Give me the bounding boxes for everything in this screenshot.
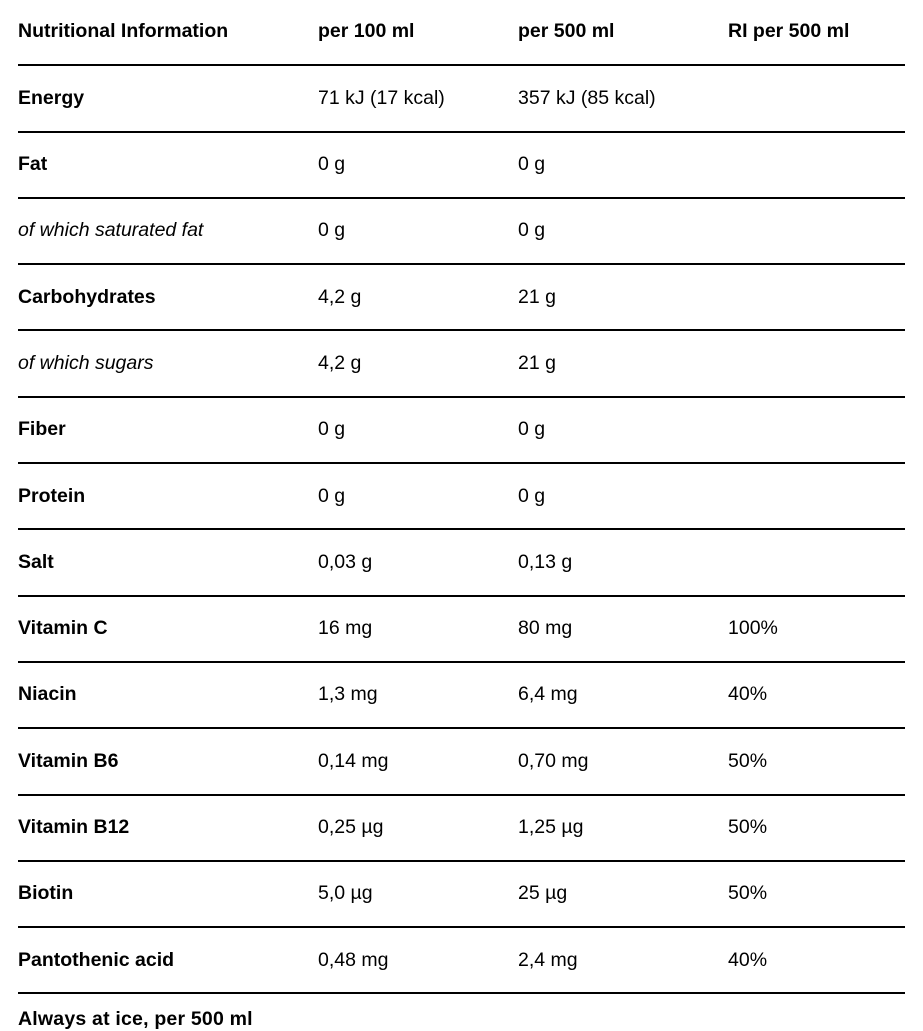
row-label: Fat xyxy=(18,132,318,198)
nutrition-table xyxy=(18,0,905,994)
row-value-per-100ml: 0 g xyxy=(318,198,518,264)
table-row xyxy=(18,198,905,264)
row-value-per-100ml: 4,2 g xyxy=(318,264,518,330)
row-value-per-100ml: 0,25 µg xyxy=(318,795,518,861)
row-value-per-100ml: 0,48 mg xyxy=(318,927,518,993)
row-label: Pantothenic acid xyxy=(18,927,318,993)
row-value-ri xyxy=(728,529,905,595)
row-label: of which sugars xyxy=(18,330,318,396)
row-value-per-500ml: 21 g xyxy=(518,330,728,396)
footer-note: Always at ice, per 500 ml xyxy=(18,1008,253,1031)
row-value-per-500ml: 21 g xyxy=(518,264,728,330)
row-value-per-100ml: 0 g xyxy=(318,463,518,529)
row-label: Vitamin B12 xyxy=(18,795,318,861)
table-row xyxy=(18,927,905,993)
table-row xyxy=(18,662,905,728)
row-value-per-500ml: 1,25 µg xyxy=(518,795,728,861)
row-value-per-100ml: 0,14 mg xyxy=(318,728,518,794)
row-value-per-500ml: 0 g xyxy=(518,463,728,529)
row-value-ri xyxy=(728,330,905,396)
column-header-ri-per-500ml: RI per 500 ml xyxy=(728,0,905,65)
row-value-per-500ml: 0,70 mg xyxy=(518,728,728,794)
row-value-ri xyxy=(728,65,905,131)
row-label: Carbohydrates xyxy=(18,264,318,330)
row-label: Niacin xyxy=(18,662,318,728)
table-row xyxy=(18,132,905,198)
row-value-per-500ml: 357 kJ (85 kcal) xyxy=(518,65,728,131)
row-value-per-500ml: 6,4 mg xyxy=(518,662,728,728)
table-body xyxy=(18,65,905,993)
row-label: Fiber xyxy=(18,397,318,463)
table-header xyxy=(18,0,905,65)
row-label: Protein xyxy=(18,463,318,529)
row-label: Vitamin C xyxy=(18,596,318,662)
table-row xyxy=(18,529,905,595)
table-row xyxy=(18,728,905,794)
row-value-per-500ml: 0 g xyxy=(518,397,728,463)
column-header-per-100ml: per 100 ml xyxy=(318,0,518,65)
row-value-per-100ml: 0 g xyxy=(318,132,518,198)
row-value-per-100ml: 71 kJ (17 kcal) xyxy=(318,65,518,131)
row-value-per-500ml: 80 mg xyxy=(518,596,728,662)
table-row xyxy=(18,330,905,396)
row-value-per-100ml: 1,3 mg xyxy=(318,662,518,728)
table-row xyxy=(18,65,905,131)
row-value-ri xyxy=(728,198,905,264)
table-row xyxy=(18,463,905,529)
column-header-per-500ml: per 500 ml xyxy=(518,0,728,65)
row-value-ri: 50% xyxy=(728,795,905,861)
table-row xyxy=(18,861,905,927)
row-value-ri: 50% xyxy=(728,728,905,794)
row-value-ri xyxy=(728,264,905,330)
column-header-nutrient: Nutritional Information xyxy=(18,0,318,65)
row-label: Vitamin B6 xyxy=(18,728,318,794)
row-value-ri: 50% xyxy=(728,861,905,927)
row-value-ri: 100% xyxy=(728,596,905,662)
row-value-per-500ml: 0 g xyxy=(518,132,728,198)
row-value-ri xyxy=(728,397,905,463)
table-header-row xyxy=(18,0,905,65)
row-value-per-100ml: 0 g xyxy=(318,397,518,463)
row-value-per-500ml: 0 g xyxy=(518,198,728,264)
table-row xyxy=(18,264,905,330)
row-value-ri xyxy=(728,463,905,529)
row-label: Salt xyxy=(18,529,318,595)
row-value-ri xyxy=(728,132,905,198)
table-row xyxy=(18,397,905,463)
row-label: Energy xyxy=(18,65,318,131)
row-value-per-500ml: 25 µg xyxy=(518,861,728,927)
table-row xyxy=(18,795,905,861)
row-value-per-100ml: 16 mg xyxy=(318,596,518,662)
row-value-per-500ml: 2,4 mg xyxy=(518,927,728,993)
row-value-ri: 40% xyxy=(728,662,905,728)
row-value-per-100ml: 5,0 µg xyxy=(318,861,518,927)
row-value-per-500ml: 0,13 g xyxy=(518,529,728,595)
row-value-ri: 40% xyxy=(728,927,905,993)
table-row xyxy=(18,596,905,662)
row-value-per-100ml: 4,2 g xyxy=(318,330,518,396)
row-label: Biotin xyxy=(18,861,318,927)
row-value-per-100ml: 0,03 g xyxy=(318,529,518,595)
row-label: of which saturated fat xyxy=(18,198,318,264)
